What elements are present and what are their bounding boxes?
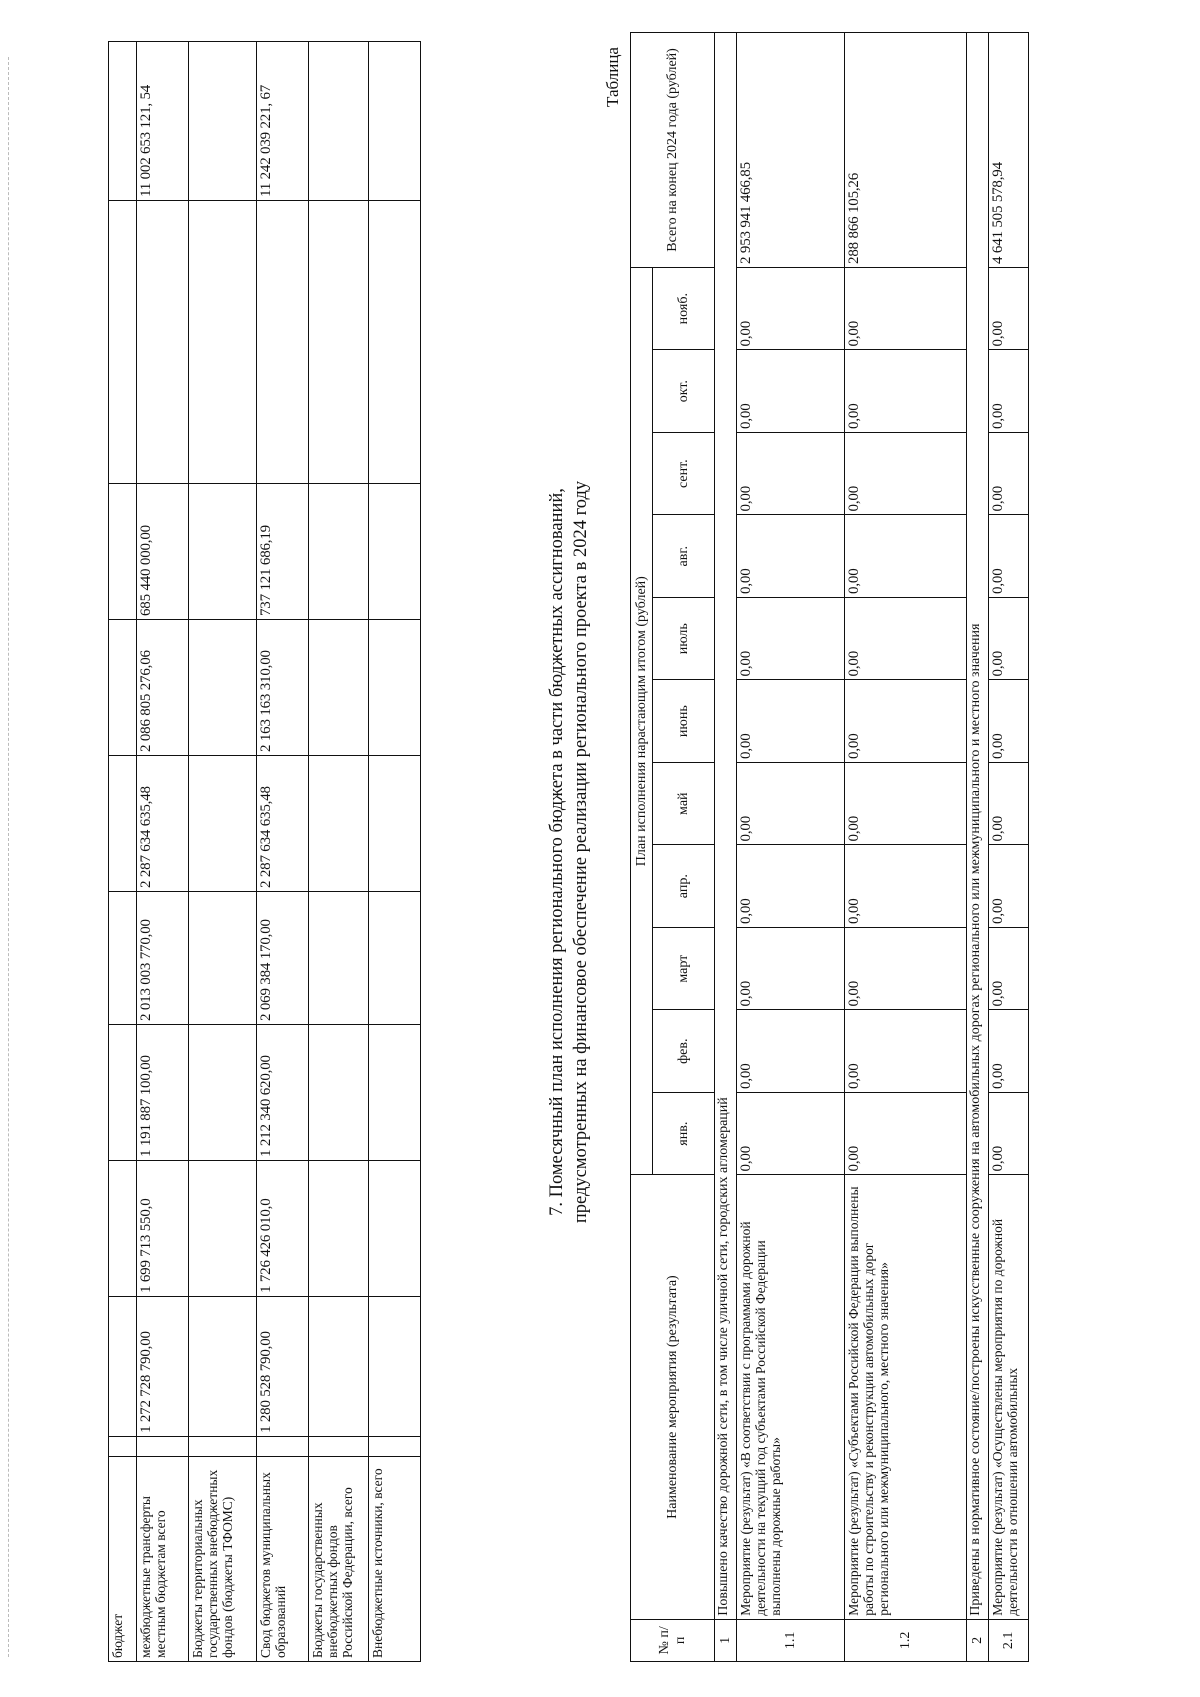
row-num: 1.1 — [737, 1619, 845, 1661]
value-cell — [189, 484, 257, 620]
table-row — [257, 42, 309, 1662]
value-cell — [309, 1161, 369, 1297]
monthly-plan-table — [630, 32, 1029, 1662]
value-cell — [189, 1437, 257, 1457]
month-value: 0,00 — [989, 1092, 1029, 1175]
month-value: 0,00 — [989, 432, 1029, 515]
value-cell: 2 069 384 170,00 — [257, 892, 309, 1025]
value-cell — [109, 42, 137, 201]
month-value: 0,00 — [845, 762, 967, 845]
month-value: 0,00 — [737, 680, 845, 763]
month-value: 0,00 — [989, 350, 1029, 433]
value-cell — [369, 42, 421, 201]
value-cell — [369, 892, 421, 1025]
month-value: 0,00 — [989, 597, 1029, 680]
month-value: 0,00 — [845, 845, 967, 928]
header-name: Наименование мероприятия (результата) — [631, 1175, 715, 1619]
scan-edge-line — [8, 57, 9, 1657]
value-cell — [309, 756, 369, 892]
month-value: 0,00 — [845, 350, 967, 433]
value-cell: 2 013 003 770,00 — [137, 892, 189, 1025]
row-total: 2 953 941 466,85 — [737, 33, 845, 268]
month-value: 0,00 — [737, 350, 845, 433]
section-title: Повышено качество дорожной сети, в том числе уличной сети, городских агломераций — [715, 33, 737, 1620]
month-value: 0,00 — [989, 762, 1029, 845]
header-month: апр. — [653, 845, 715, 928]
table-row — [845, 33, 967, 1662]
value-cell — [189, 620, 257, 756]
month-value: 0,00 — [737, 515, 845, 598]
value-cell — [257, 201, 309, 484]
table-row — [109, 42, 137, 1662]
header-month: март — [653, 927, 715, 1010]
section-num: 2 — [967, 1619, 989, 1661]
value-cell — [109, 1437, 137, 1457]
value-cell — [369, 1297, 421, 1437]
value-cell: 11 002 653 121, 54 — [137, 42, 189, 201]
header-month: окт. — [653, 350, 715, 433]
table-row — [309, 42, 369, 1662]
value-cell — [369, 1161, 421, 1297]
month-value: 0,00 — [737, 597, 845, 680]
month-value: 0,00 — [737, 927, 845, 1010]
month-value: 0,00 — [989, 927, 1029, 1010]
table-row — [137, 42, 189, 1662]
month-value: 0,00 — [989, 680, 1029, 763]
month-value: 0,00 — [989, 267, 1029, 350]
value-cell: 1 212 340 620,00 — [257, 1025, 309, 1161]
section-7-title-line1: 7. Помесячный план исполнения регионального бюджета в части бюджетных ассигнований, — [547, 488, 567, 1216]
value-cell — [189, 201, 257, 484]
month-value: 0,00 — [989, 845, 1029, 928]
value-cell — [369, 1025, 421, 1161]
month-value: 0,00 — [845, 1010, 967, 1093]
month-value: 0,00 — [845, 1092, 967, 1175]
header-num: № п/п — [631, 1619, 715, 1661]
value-cell — [369, 756, 421, 892]
section-row — [715, 33, 737, 1662]
header-total: Всего на конец 2024 года (рублей) — [631, 33, 715, 268]
row-num: 2.1 — [989, 1619, 1029, 1661]
value-cell — [189, 1025, 257, 1161]
value-cell: 2 287 634 635,48 — [137, 756, 189, 892]
month-value: 0,00 — [845, 432, 967, 515]
month-value: 0,00 — [737, 1010, 845, 1093]
value-cell: 1 726 426 010,0 — [257, 1161, 309, 1297]
table-row — [369, 42, 421, 1662]
value-cell — [137, 1437, 189, 1457]
value-cell — [137, 201, 189, 484]
row-label: Свод бюджетов муниципальных образований — [257, 1457, 309, 1662]
value-cell — [189, 1297, 257, 1437]
value-cell — [109, 1161, 137, 1297]
value-cell — [257, 1437, 309, 1457]
value-cell — [309, 1025, 369, 1161]
value-cell — [369, 1437, 421, 1457]
row-label: межбюджетные трансферты местным бюджетам всего — [137, 1457, 189, 1662]
row-label: Бюджеты государственных внебюджетных фондов Российской Федерации, всего — [309, 1457, 369, 1662]
value-cell — [109, 1025, 137, 1161]
table-row — [737, 33, 845, 1662]
month-value: 0,00 — [989, 515, 1029, 598]
value-cell — [369, 484, 421, 620]
section-7-title — [545, 207, 593, 1497]
month-value: 0,00 — [737, 432, 845, 515]
value-cell — [369, 201, 421, 484]
row-label: Бюджеты территориальных государственных внебюджетных фондов (бюджеты ТФОМС) — [189, 1457, 257, 1662]
month-value: 0,00 — [737, 267, 845, 350]
value-cell — [309, 1437, 369, 1457]
value-cell: 1 699 713 550,0 — [137, 1161, 189, 1297]
value-cell — [309, 201, 369, 484]
value-cell — [189, 892, 257, 1025]
value-cell — [109, 756, 137, 892]
row-name: Мероприятие (результат) «Осуществлены мероприятия по дорожной деятельности в отношении автомобильных — [989, 1175, 1029, 1619]
header-month: июль — [653, 597, 715, 680]
row-label: Внебюджетные источники, всего — [369, 1457, 421, 1662]
header-month: нояб. — [653, 267, 715, 350]
value-cell — [189, 756, 257, 892]
value-cell: 11 242 039 221, 67 — [257, 42, 309, 201]
month-value: 0,00 — [845, 680, 967, 763]
value-cell — [309, 620, 369, 756]
value-cell: 1 272 728 790,00 — [137, 1297, 189, 1437]
value-cell: 1 191 887 100,00 — [137, 1025, 189, 1161]
month-value: 0,00 — [845, 927, 967, 1010]
value-cell — [109, 892, 137, 1025]
month-value: 0,00 — [737, 762, 845, 845]
header-month: июнь — [653, 680, 715, 763]
value-cell — [189, 1161, 257, 1297]
value-cell — [109, 484, 137, 620]
row-total: 4 641 505 578,94 — [989, 33, 1029, 268]
header-month: авг. — [653, 515, 715, 598]
value-cell: 1 280 528 790,00 — [257, 1297, 309, 1437]
header-month: янв. — [653, 1092, 715, 1175]
value-cell: 737 121 686,19 — [257, 484, 309, 620]
row-label: бюджет — [109, 1457, 137, 1662]
month-value: 0,00 — [845, 515, 967, 598]
section-num: 1 — [715, 1619, 737, 1661]
header-month: сент. — [653, 432, 715, 515]
header-month: фев. — [653, 1010, 715, 1093]
value-cell — [309, 1297, 369, 1437]
row-name: Мероприятие (результат) «В соответствии с программами дорожной деятельности на текущий год субъектами Российской Федерации выполнены дорожные работы» — [737, 1175, 845, 1619]
value-cell — [309, 484, 369, 620]
month-value: 0,00 — [737, 845, 845, 928]
value-cell: 2 163 163 310,00 — [257, 620, 309, 756]
value-cell — [189, 42, 257, 201]
value-cell — [369, 620, 421, 756]
value-cell: 2 086 805 276,06 — [137, 620, 189, 756]
section-row — [967, 33, 989, 1662]
section-7-title-line2: предусмотренных на финансовое обеспечение реализации регионального проекта в 2024 году — [571, 480, 591, 1224]
row-num: 1.2 — [845, 1619, 967, 1661]
table-label: Таблица — [603, 47, 622, 107]
month-value: 0,00 — [737, 1092, 845, 1175]
row-name: Мероприятие (результат) «Субъектами Российской Федерации выполнены работы по строительству и реконструкции автомобильных дорог регионального или межмуниципального, местного значения» — [845, 1175, 967, 1619]
month-value: 0,00 — [845, 267, 967, 350]
header-month: май — [653, 762, 715, 845]
table-row — [989, 33, 1029, 1662]
value-cell: 2 287 634 635,48 — [257, 756, 309, 892]
table-row — [189, 42, 257, 1662]
value-cell — [109, 620, 137, 756]
section-title: Приведены в нормативное состояние/построены искусственные сооружения на автомобильных дорогах регионального или межмуниципального и местного значения — [967, 33, 989, 1620]
value-cell — [109, 1297, 137, 1437]
month-value: 0,00 — [845, 597, 967, 680]
row-total: 288 866 105,26 — [845, 33, 967, 268]
value-cell: 685 440 000,00 — [137, 484, 189, 620]
value-cell — [109, 201, 137, 484]
budget-sources-table — [108, 41, 421, 1662]
header-plan: План исполнения нарастающим итогом (рублей) — [631, 267, 653, 1175]
value-cell — [309, 42, 369, 201]
month-value: 0,00 — [989, 1010, 1029, 1093]
value-cell — [309, 892, 369, 1025]
